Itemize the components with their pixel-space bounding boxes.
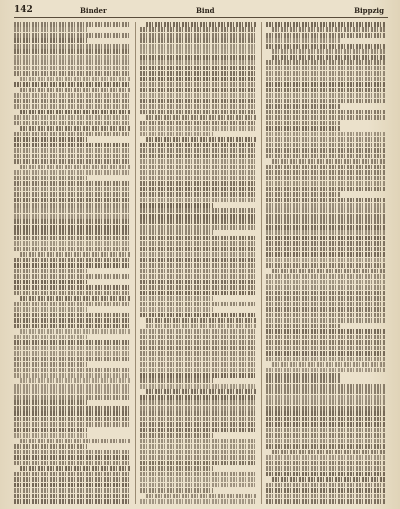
text-line: [140, 132, 213, 137]
text-line: [272, 450, 386, 455]
text-line: [140, 428, 257, 433]
text-line: [140, 93, 257, 98]
text-line: [140, 373, 257, 378]
text-line: [140, 104, 257, 109]
text-line: [140, 176, 257, 181]
text-line: [272, 269, 386, 274]
text-line: [14, 335, 87, 340]
text-line: [14, 225, 131, 230]
text-line: [266, 225, 386, 230]
text-line: [266, 302, 386, 307]
text-line: [140, 55, 257, 60]
text-line: [140, 477, 257, 482]
text-line: [266, 296, 386, 301]
text-line: [266, 318, 386, 323]
text-line: [14, 280, 87, 285]
header-rule: [14, 17, 388, 18]
text-line: [266, 406, 386, 411]
text-line: [140, 357, 257, 362]
text-line: [266, 126, 340, 131]
text-line: [266, 280, 386, 285]
text-line: [140, 38, 257, 43]
text-line: [20, 165, 131, 170]
text-line: [266, 389, 386, 394]
text-line: [140, 417, 257, 422]
text-line: [14, 433, 87, 438]
text-line: [266, 395, 386, 400]
text-line: [140, 422, 257, 427]
text-line: [140, 148, 257, 153]
text-line: [14, 444, 87, 449]
text-line: [266, 241, 386, 246]
text-line: [140, 483, 257, 488]
text-line: [140, 263, 257, 268]
text-line: [14, 291, 131, 296]
text-line: [140, 461, 257, 466]
text-line: [140, 88, 257, 93]
text-line: [266, 329, 386, 334]
text-line: [140, 126, 257, 131]
text-line: [140, 472, 257, 477]
text-line: [14, 99, 131, 104]
text-line: [266, 444, 386, 449]
text-line: [266, 104, 340, 109]
text-line: [14, 203, 131, 208]
text-line: [14, 132, 131, 137]
text-line: [272, 27, 386, 32]
text-line: [20, 296, 131, 301]
text-line: [14, 198, 131, 203]
text-line: [14, 384, 131, 389]
text-line: [20, 439, 131, 444]
text-line: [14, 362, 87, 367]
text-line: [146, 318, 257, 323]
text-line: [14, 66, 131, 71]
text-line: [14, 285, 131, 290]
text-line: [14, 121, 131, 126]
text-line: [20, 329, 131, 334]
text-line: [266, 93, 386, 98]
text-line: [266, 384, 386, 389]
text-line: [14, 137, 87, 142]
text-line: [266, 230, 386, 235]
text-line: [140, 181, 257, 186]
text-line: [266, 71, 386, 76]
text-line: [266, 154, 386, 159]
text-line: [266, 66, 386, 71]
text-line: [140, 258, 257, 263]
text-line: [140, 225, 257, 230]
text-line: [266, 170, 386, 175]
text-line: [14, 192, 131, 197]
text-line: [266, 263, 386, 268]
text-line: [266, 38, 340, 43]
text-line: [14, 483, 131, 488]
text-line: [140, 208, 257, 213]
text-line: [266, 335, 386, 340]
text-line: [146, 137, 257, 142]
text-line: [140, 192, 257, 197]
text-line: [14, 236, 131, 241]
text-line: [14, 181, 131, 186]
text-line: [140, 274, 257, 279]
text-line: [140, 285, 257, 290]
text-line: [140, 27, 257, 32]
text-line: [140, 368, 257, 373]
text-line: [14, 247, 131, 252]
text-line: [266, 373, 340, 378]
text-line: [14, 488, 131, 493]
text-line: [14, 176, 87, 181]
text-line: [14, 274, 131, 279]
text-line: [266, 494, 386, 499]
text-column-left: [14, 22, 131, 506]
text-line: [20, 110, 131, 115]
text-line: [140, 400, 257, 405]
text-line: [14, 49, 131, 54]
text-line: [266, 483, 386, 488]
text-line: [140, 214, 257, 219]
text-line: [266, 110, 386, 115]
text-line: [146, 324, 257, 329]
page-number: 142: [14, 5, 33, 15]
text-line: [266, 466, 386, 471]
text-line: [14, 422, 131, 427]
text-line: [140, 395, 257, 400]
text-line: [266, 285, 386, 290]
text-line: [140, 44, 257, 49]
text-line: [14, 263, 131, 268]
text-line: [20, 378, 131, 383]
text-line: [140, 203, 213, 208]
text-line: [14, 55, 131, 60]
column-divider: [261, 22, 262, 504]
text-line: [266, 187, 386, 192]
text-line: [140, 60, 257, 65]
text-line: [14, 154, 131, 159]
text-line: [140, 340, 257, 345]
text-line: [14, 340, 131, 345]
text-line: [140, 71, 257, 76]
text-line: [266, 307, 386, 312]
text-line: [146, 389, 257, 394]
text-line: [266, 208, 386, 213]
text-line: [266, 88, 386, 93]
text-line: [266, 33, 386, 38]
text-line: [140, 82, 257, 87]
text-line: [266, 346, 386, 351]
text-line: [266, 198, 386, 203]
text-line: [14, 60, 131, 65]
text-line: [146, 115, 257, 120]
text-line: [14, 82, 131, 87]
text-line: [140, 346, 257, 351]
text-line: [146, 494, 257, 499]
text-line: [14, 71, 131, 76]
text-line: [20, 88, 131, 93]
column-divider: [135, 22, 136, 504]
text-line: [266, 82, 386, 87]
text-line: [140, 384, 257, 389]
text-line: [266, 417, 386, 422]
text-line: [14, 44, 131, 49]
text-line: [266, 411, 386, 416]
text-line: [14, 27, 87, 32]
text-line: [14, 307, 87, 312]
text-line: [266, 214, 386, 219]
text-line: [14, 499, 131, 504]
text-line: [266, 60, 386, 65]
text-line: [14, 428, 87, 433]
text-line: [140, 362, 257, 367]
text-line: [14, 159, 131, 164]
text-line: [140, 499, 257, 504]
text-line: [266, 203, 386, 208]
text-line: [14, 22, 131, 27]
text-line: [140, 159, 257, 164]
text-line: [266, 428, 386, 433]
text-line: [266, 44, 386, 49]
text-line: [14, 346, 131, 351]
text-line: [14, 351, 131, 356]
text-line: [14, 357, 131, 362]
text-line: [266, 99, 386, 104]
text-line: [140, 291, 257, 296]
text-line: [14, 208, 131, 213]
running-head-left: Binder: [80, 6, 107, 15]
text-line: [14, 494, 131, 499]
text-line: [272, 49, 386, 54]
text-line: [266, 274, 386, 279]
running-head-middle: Bind: [196, 6, 215, 15]
text-line: [266, 422, 386, 427]
text-line: [20, 77, 131, 82]
text-line: [140, 121, 257, 126]
text-line: [266, 340, 386, 345]
text-line: [266, 143, 386, 148]
text-column-right: [266, 22, 386, 506]
text-line: [140, 154, 257, 159]
text-line: [266, 357, 386, 362]
text-line: [266, 313, 386, 318]
text-line: [266, 351, 386, 356]
text-line: [140, 33, 257, 38]
text-line: [14, 417, 131, 422]
text-line: [266, 368, 386, 373]
text-line: [140, 411, 257, 416]
text-line: [266, 77, 386, 82]
text-line: [14, 258, 131, 263]
text-line: [266, 181, 386, 186]
text-line: [140, 143, 257, 148]
text-line: [140, 313, 257, 318]
text-line: [266, 400, 386, 405]
text-line: [20, 126, 131, 131]
text-line: [140, 170, 257, 175]
text-line: [140, 439, 257, 444]
text-line: [14, 269, 87, 274]
text-line: [266, 121, 340, 126]
text-line: [266, 433, 386, 438]
text-line: [140, 241, 257, 246]
text-line: [140, 351, 257, 356]
text-line: [140, 335, 257, 340]
text-line: [266, 455, 386, 460]
text-line: [140, 187, 257, 192]
text-line: [146, 22, 257, 27]
text-line: [140, 406, 257, 411]
text-line: [140, 450, 257, 455]
text-line: [266, 137, 386, 142]
text-line: [14, 395, 131, 400]
text-line: [14, 318, 131, 323]
text-line: [14, 450, 131, 455]
text-line: [266, 22, 386, 27]
text-line: [14, 411, 131, 416]
text-line: [14, 389, 131, 394]
text-line: [14, 219, 131, 224]
text-line: [140, 252, 257, 257]
text-line: [266, 247, 386, 252]
text-line: [266, 236, 386, 241]
text-line: [14, 104, 131, 109]
text-line: [14, 93, 131, 98]
text-line: [272, 477, 386, 482]
text-line: [266, 472, 386, 477]
text-line: [20, 252, 131, 257]
text-line: [14, 373, 131, 378]
text-line: [266, 192, 340, 197]
text-line: [140, 269, 257, 274]
text-line: [140, 49, 257, 54]
text-line: [266, 439, 386, 444]
text-line: [266, 219, 386, 224]
text-line: [140, 466, 213, 471]
text-line: [140, 66, 257, 71]
text-line: [14, 38, 87, 43]
text-line: [140, 455, 257, 460]
text-line: [140, 110, 257, 115]
text-line: [14, 148, 131, 153]
text-line: [14, 115, 131, 120]
text-line: [14, 241, 131, 246]
text-line: [140, 165, 257, 170]
text-line: [272, 362, 386, 367]
text-line: [14, 400, 87, 405]
text-line: [14, 324, 131, 329]
text-line: [266, 461, 386, 466]
text-line: [266, 176, 386, 181]
text-line: [20, 466, 131, 471]
text-line: [140, 99, 257, 104]
text-line: [14, 302, 131, 307]
text-line: [266, 324, 340, 329]
text-line: [140, 77, 257, 82]
text-line: [14, 143, 131, 148]
text-line: [14, 477, 131, 482]
text-line: [266, 165, 386, 170]
text-line: [266, 148, 386, 153]
text-line: [14, 33, 131, 38]
text-line: [266, 258, 386, 263]
text-line: [140, 219, 257, 224]
text-line: [14, 187, 131, 192]
text-line: [266, 132, 386, 137]
text-line: [14, 472, 131, 477]
text-line: [266, 291, 386, 296]
text-line: [140, 296, 213, 301]
text-line: [140, 230, 213, 235]
text-line: [14, 214, 131, 219]
text-line: [140, 198, 257, 203]
text-line: [272, 159, 386, 164]
text-line: [266, 378, 340, 383]
text-line: [140, 302, 257, 307]
text-line: [140, 329, 257, 334]
text-line: [14, 368, 131, 373]
text-line: [14, 455, 131, 460]
text-line: [266, 252, 386, 257]
text-line: [140, 444, 257, 449]
text-line: [14, 406, 131, 411]
text-line: [14, 230, 131, 235]
text-line: [266, 115, 386, 120]
text-line: [140, 247, 257, 252]
text-line: [272, 55, 386, 60]
text-line: [140, 307, 213, 312]
text-line: [266, 488, 386, 493]
text-line: [140, 236, 257, 241]
text-line: [140, 280, 257, 285]
running-head-right: Bippzig: [354, 6, 384, 15]
text-column-middle: [140, 22, 257, 506]
text-line: [140, 488, 213, 493]
text-line: [14, 313, 131, 318]
text-line: [140, 433, 213, 438]
text-line: [14, 461, 131, 466]
text-line: [14, 170, 131, 175]
text-line: [140, 378, 213, 383]
text-line: [266, 499, 386, 504]
